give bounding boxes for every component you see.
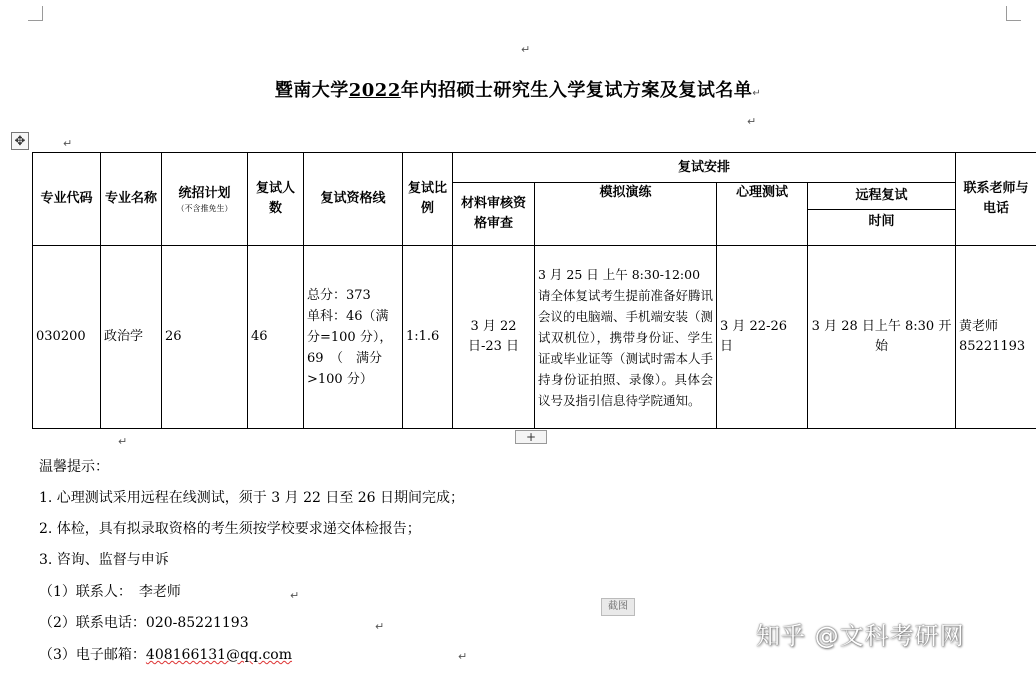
page-corner-mark — [1006, 6, 1021, 21]
notes-item-3: 3. 咨询、监督与申诉 — [39, 552, 169, 568]
add-row-button[interactable]: + — [515, 430, 547, 444]
cell-count: 46 — [248, 246, 304, 429]
cell-plan: 26 — [162, 246, 248, 429]
notes-contact-phone: （2）联系电话：020-85221193 — [39, 615, 249, 631]
drill-instructions: 请全体复试考生提前准备好腾讯会议的电脑端、手机端安装（测试双机位），携带身份证、学生证或毕业证等（测试时需本人手持身份证拍照、录像）。具体会议号及指引信息待学院通知。 — [538, 287, 714, 408]
header-ratio: 复试比例 — [403, 153, 453, 246]
header-score-line: 复试资格线 — [304, 153, 403, 246]
page-corner-mark — [28, 6, 43, 21]
header-plan-note: （不含推免生） — [176, 204, 233, 213]
email-value[interactable]: 408166131@qq.com — [145, 647, 293, 663]
notes-heading: 温馨提示： — [39, 459, 109, 475]
notes-item-2: 2. 体检，具有拟录取资格的考生须按学校要求递交体检报告； — [39, 521, 421, 537]
title-year: 2022 — [348, 80, 401, 101]
paragraph-mark-icon: ↵ — [375, 620, 385, 633]
header-remote-time: 时间 — [868, 214, 895, 229]
paragraph-mark-icon: ↵ — [747, 115, 757, 128]
header-name: 专业名称 — [101, 153, 162, 246]
header-psych: 心理测试 — [717, 183, 808, 246]
header-arrangement: 复试安排 — [453, 153, 956, 183]
cell-material: 3 月 22 日-23 日 — [453, 246, 535, 429]
email-label: （3）电子邮箱： — [39, 647, 146, 663]
paragraph-mark-icon: ↵ — [118, 435, 128, 448]
contact-teacher: 黄老师 — [959, 319, 999, 334]
paragraph-mark-icon: ↵ — [458, 650, 468, 663]
header-plan: 统招计划 （不含推免生） — [162, 153, 248, 246]
paragraph-mark-icon: ↵ — [63, 137, 73, 150]
header-remote — [808, 183, 956, 246]
watermark-text: 知乎 @文科考研网 — [756, 622, 965, 650]
header-material: 材料审核资格审查 — [453, 183, 535, 246]
score-line-single: 单科：46（满分=100 分），69 （ 满分>100 分） — [307, 308, 393, 387]
header-drill: 模拟演练 — [535, 183, 717, 246]
paragraph-mark-icon: ↵ — [752, 88, 762, 99]
notes-contact-person: （1）联系人： 李老师 — [39, 584, 181, 600]
cell-contact — [956, 246, 1036, 429]
header-count: 复试人数 — [248, 153, 304, 246]
header-remote-label: 远程复试 — [808, 183, 955, 210]
title-suffix: 年内招硕士研究生入学复试方案及复试名单 — [400, 80, 753, 101]
paragraph-mark-icon: ↵ — [290, 589, 300, 602]
header-code: 专业代码 — [33, 153, 101, 246]
table-move-handle-icon[interactable]: ✥ — [11, 132, 29, 150]
notes-item-1: 1. 心理测试采用远程在线测试，须于 3 月 22 日至 26 日期间完成； — [39, 490, 465, 506]
cell-score-line — [304, 246, 403, 429]
cell-drill — [535, 246, 717, 429]
document-title — [0, 76, 1036, 102]
admission-table — [32, 152, 1036, 429]
paragraph-mark-icon: ↵ — [521, 43, 531, 56]
cell-psych: 3 月 22-26 日 — [717, 246, 808, 429]
contact-phone: 85221193 — [959, 339, 1026, 354]
table-row — [33, 246, 1036, 429]
score-line-total: 总分：373 — [307, 287, 371, 303]
header-contact: 联系老师与电话 — [956, 153, 1036, 246]
cell-ratio: 1:1.6 — [403, 246, 453, 429]
title-prefix: 暨南大学 — [274, 80, 349, 101]
cell-name: 政治学 — [101, 246, 162, 429]
notes-email — [39, 644, 292, 664]
cell-remote: 3 月 28 日上午 8:30 开始 — [808, 246, 956, 429]
drill-time: 3 月 25 日 上午 8:30-12:00 — [538, 266, 701, 282]
screenshot-tag[interactable]: 截图 — [601, 598, 635, 616]
cell-code: 030200 — [33, 246, 101, 429]
